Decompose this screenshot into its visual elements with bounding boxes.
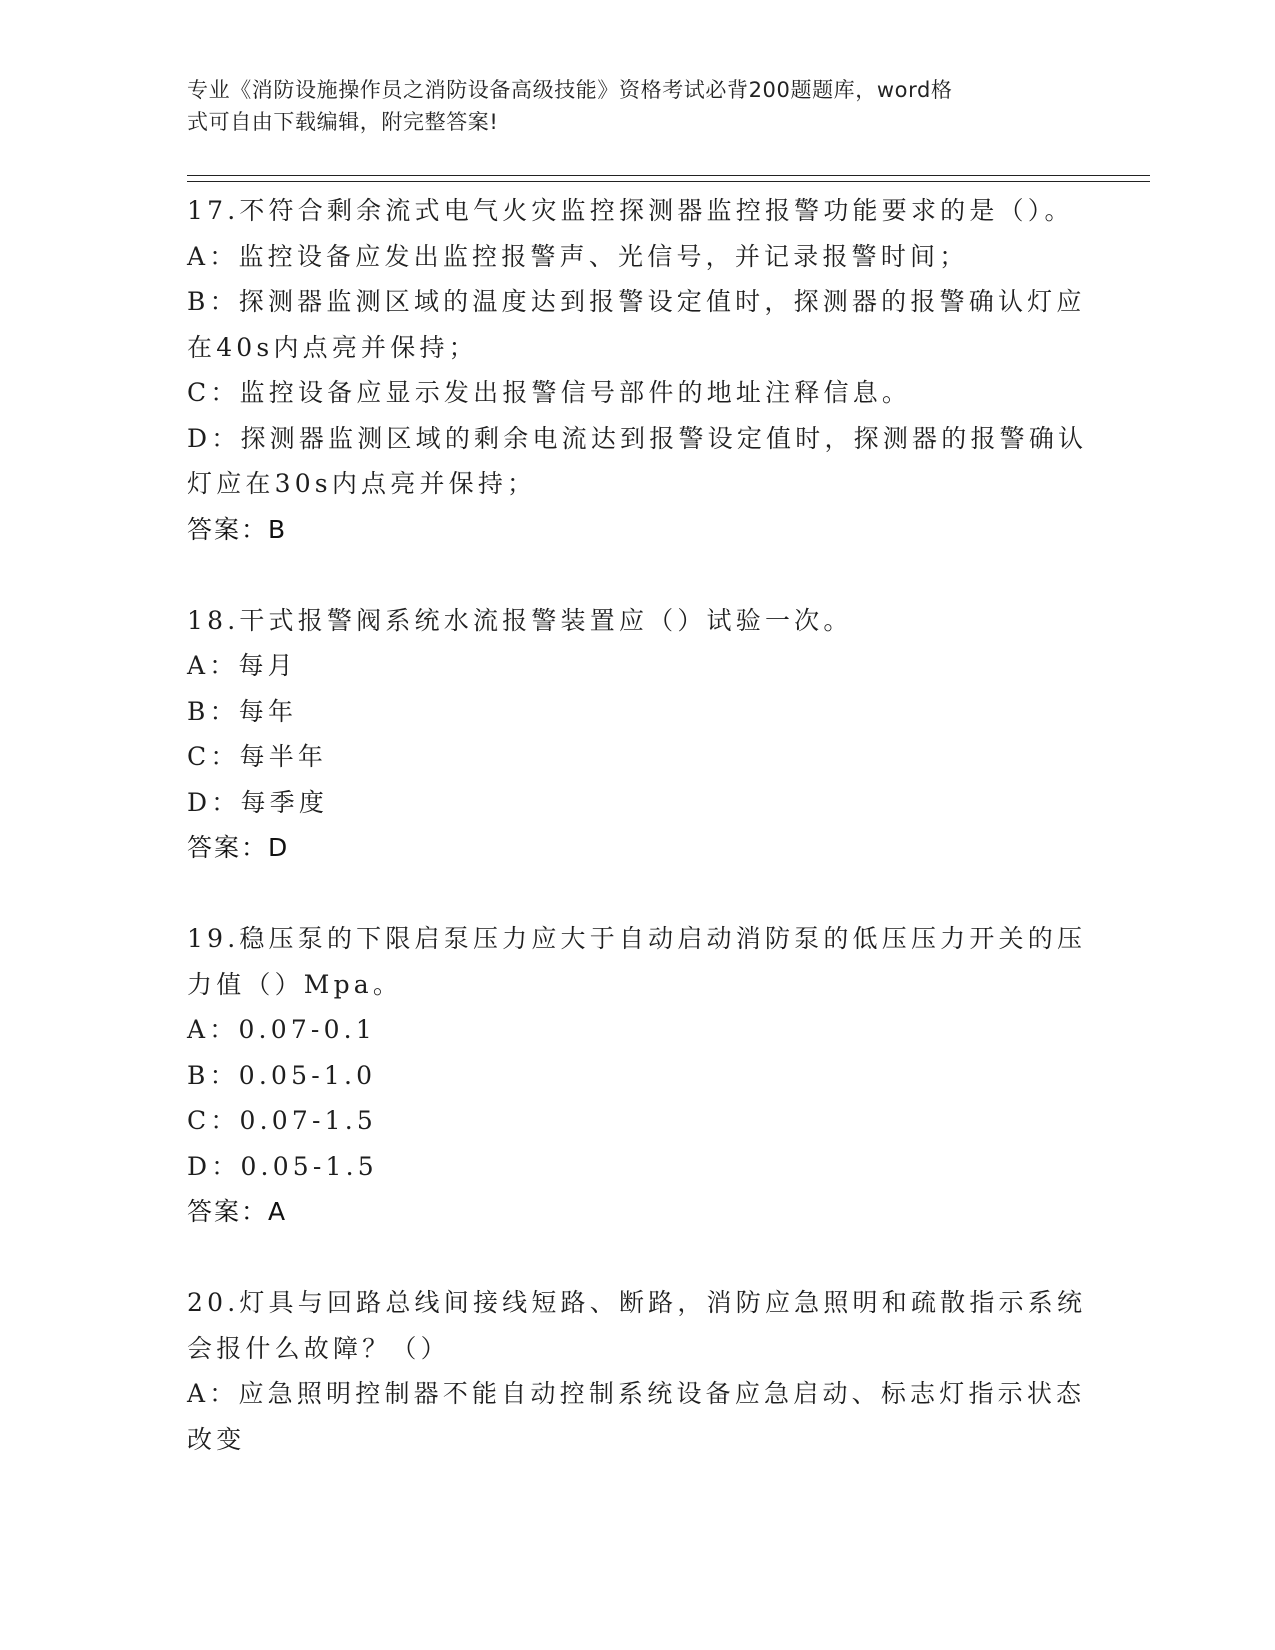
option-c: C：0.07-1.5 <box>187 1106 377 1135</box>
question-20 <box>187 1280 1087 1462</box>
answer-label: 答案：B <box>187 514 288 544</box>
question-text: 17.不符合剩余流式电气火灾监控探测器监控报警功能要求的是（）。 <box>187 196 1074 225</box>
option-d-continued: 灯应在30s内点亮并保持； <box>187 469 537 498</box>
question-text: 19.稳压泵的下限启泵压力应大于自动启动消防泵的低压压力开关的压 <box>187 924 1087 953</box>
header-rule-bottom <box>187 181 1150 182</box>
question-text: 18.干式报警阀系统水流报警装置应（）试验一次。 <box>187 605 853 635</box>
option-c: C：监控设备应显示发出报警信号部件的地址注释信息。 <box>187 378 912 407</box>
answer-label: 答案：A <box>187 1197 288 1226</box>
question-list <box>187 188 1088 1462</box>
question-18 <box>187 598 1067 871</box>
option-b: B：0.05-1.0 <box>187 1060 377 1090</box>
option-a: A：应急照明控制器不能自动控制系统设备应急启动、标志灯指示状态 <box>187 1379 1086 1408</box>
spacer <box>187 552 1067 598</box>
option-c: C：每半年 <box>187 742 328 771</box>
option-a-continued: 改变 <box>187 1424 246 1454</box>
header-line-1: 专业《消防设施操作员之消防设备高级技能》资格考试必背200题题库，word格 <box>187 78 953 102</box>
question-text-continued: 力值（）Mpa。 <box>187 969 403 999</box>
header-line-2: 式可自由下载编辑，附完整答案! <box>187 110 499 134</box>
spacer <box>187 1235 1067 1281</box>
header-rule-top <box>187 175 1150 176</box>
question-19 <box>187 916 1087 1235</box>
option-b: B：探测器监测区域的温度达到报警设定值时，探测器的报警确认灯应 <box>187 287 1086 316</box>
option-a: A：0.07-0.1 <box>187 1015 376 1044</box>
option-a: A：监控设备应发出监控报警声、光信号，并记录报警时间； <box>187 241 969 271</box>
option-d: D：探测器监测区域的剩余电流达到报警设定值时，探测器的报警确认 <box>187 423 1088 453</box>
option-d: D：每季度 <box>187 787 329 817</box>
option-a: A：每月 <box>187 651 297 680</box>
option-b-continued: 在40s内点亮并保持； <box>187 332 478 362</box>
spacer <box>187 871 1067 917</box>
question-text: 20.灯具与回路总线间接线短路、断路，消防应急照明和疏散指示系统 <box>187 1288 1087 1317</box>
question-17 <box>187 188 1088 552</box>
document-header <box>187 74 1067 138</box>
option-d: D：0.05-1.5 <box>187 1151 378 1181</box>
answer-label: 答案：D <box>187 833 290 862</box>
question-text-continued: 会报什么故障？（） <box>187 1333 450 1363</box>
option-b: B：每年 <box>187 696 298 726</box>
